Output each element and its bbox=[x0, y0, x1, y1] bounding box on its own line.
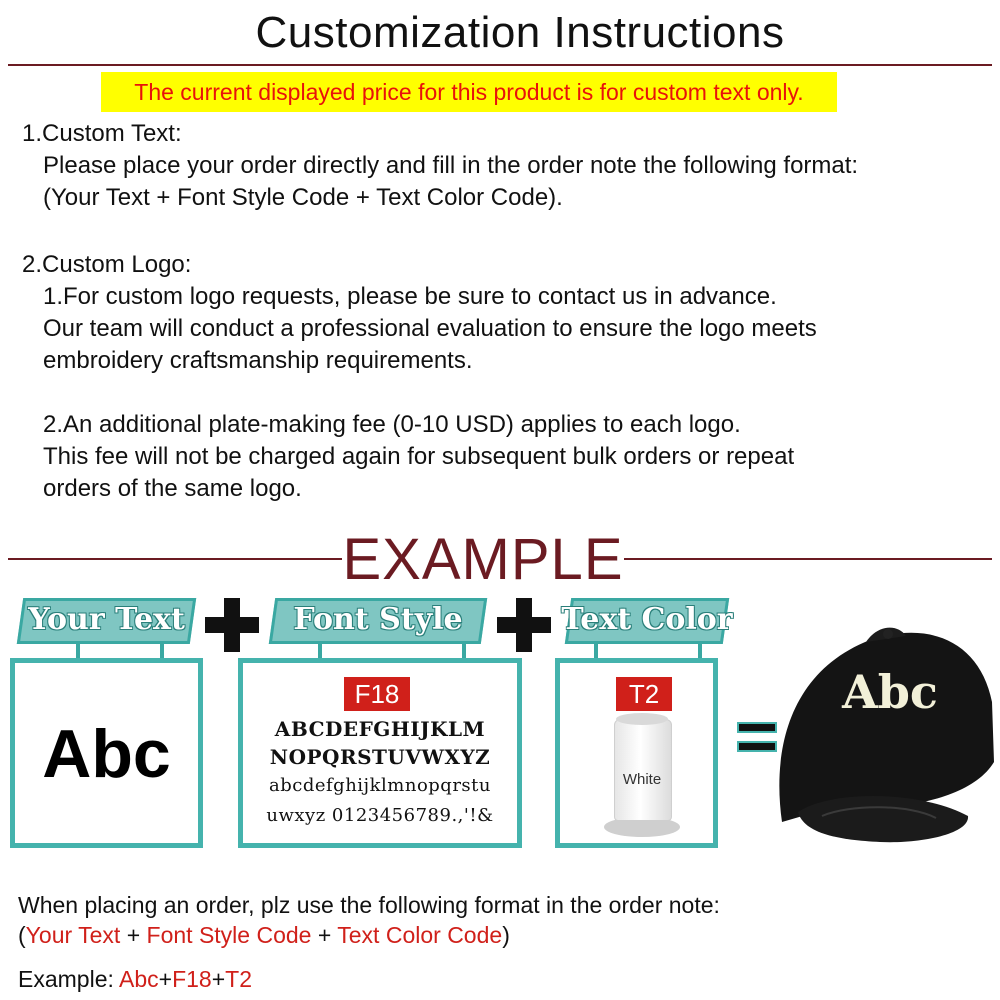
cap-image bbox=[770, 612, 1000, 862]
font-sample-line: NOPQRSTUVWXYZ bbox=[269, 745, 491, 769]
ribbon-label: Your Text bbox=[28, 602, 185, 637]
title-divider bbox=[8, 64, 992, 66]
section-heading: 2.Custom Logo: bbox=[22, 251, 192, 278]
format-line: (Your Text + Font Style Code + Text Color Code) bbox=[18, 922, 510, 948]
instruction-line: orders of the same logo. bbox=[43, 475, 302, 502]
example-divider-right bbox=[624, 558, 992, 560]
color-code-badge: T2 bbox=[616, 677, 672, 711]
example-prefix: Example: bbox=[18, 966, 119, 992]
font-code-badge: F18 bbox=[344, 677, 410, 711]
font-style-box bbox=[238, 658, 522, 848]
custom-logo-section bbox=[22, 249, 817, 505]
sample-text: Abc bbox=[42, 716, 171, 792]
ribbon-label: Font Style bbox=[293, 602, 463, 637]
cap-embroidery-text: Abc bbox=[842, 665, 938, 719]
ribbon-font-style bbox=[262, 598, 494, 644]
example-font: F18 bbox=[172, 966, 212, 992]
plus-icon bbox=[497, 598, 551, 652]
section-heading: 1.Custom Text: bbox=[22, 120, 182, 147]
instruction-line: (Your Text + Font Style Code + Text Color Code). bbox=[43, 184, 563, 211]
price-notice: The current displayed price for this product is for custom text only. bbox=[101, 72, 837, 112]
format-font-style-code: Font Style Code bbox=[146, 922, 312, 948]
thread-spool-icon bbox=[602, 713, 682, 841]
font-sample-line: abcdefghijklmnopqrstu bbox=[269, 775, 491, 796]
instruction-line: Our team will conduct a professional evaluation to ensure the logo meets bbox=[43, 315, 817, 342]
font-sample-line: uwxyz 0123456789.,'!& bbox=[266, 805, 494, 826]
ribbon-text-color bbox=[558, 598, 736, 644]
ribbon-your-text bbox=[10, 598, 203, 644]
text-color-box bbox=[555, 658, 718, 848]
instruction-line: 2.An additional plate-making fee (0-10 USD) applies to each logo. bbox=[43, 411, 741, 438]
custom-text-section bbox=[22, 118, 858, 214]
example-text: Abc bbox=[119, 966, 159, 992]
example-line: Example: Abc+F18+T2 bbox=[18, 966, 252, 992]
example-heading: EXAMPLE bbox=[342, 527, 624, 592]
instruction-line: embroidery craftsmanship requirements. bbox=[43, 347, 473, 374]
example-color: T2 bbox=[225, 966, 252, 992]
format-text-color-code: Text Color Code bbox=[337, 922, 503, 948]
format-your-text: Your Text bbox=[25, 922, 121, 948]
color-name: White bbox=[622, 771, 662, 788]
plus-icon bbox=[205, 598, 259, 652]
instruction-line: Please place your order directly and fill in the order note the following format: bbox=[43, 152, 859, 179]
ribbon-label: Text Color bbox=[561, 602, 733, 637]
page-title: Customization Instructions bbox=[255, 8, 785, 57]
example-divider-left bbox=[8, 558, 342, 560]
your-text-box bbox=[10, 658, 203, 848]
font-sample-line: ABCDEFGHIJKLM bbox=[274, 717, 486, 741]
instruction-line: 1.For custom logo requests, please be sure to contact us in advance. bbox=[43, 283, 777, 310]
format-instruction: When placing an order, plz use the following format in the order note: bbox=[18, 892, 720, 918]
instruction-line: This fee will not be charged again for subsequent bulk orders or repeat bbox=[43, 443, 795, 470]
